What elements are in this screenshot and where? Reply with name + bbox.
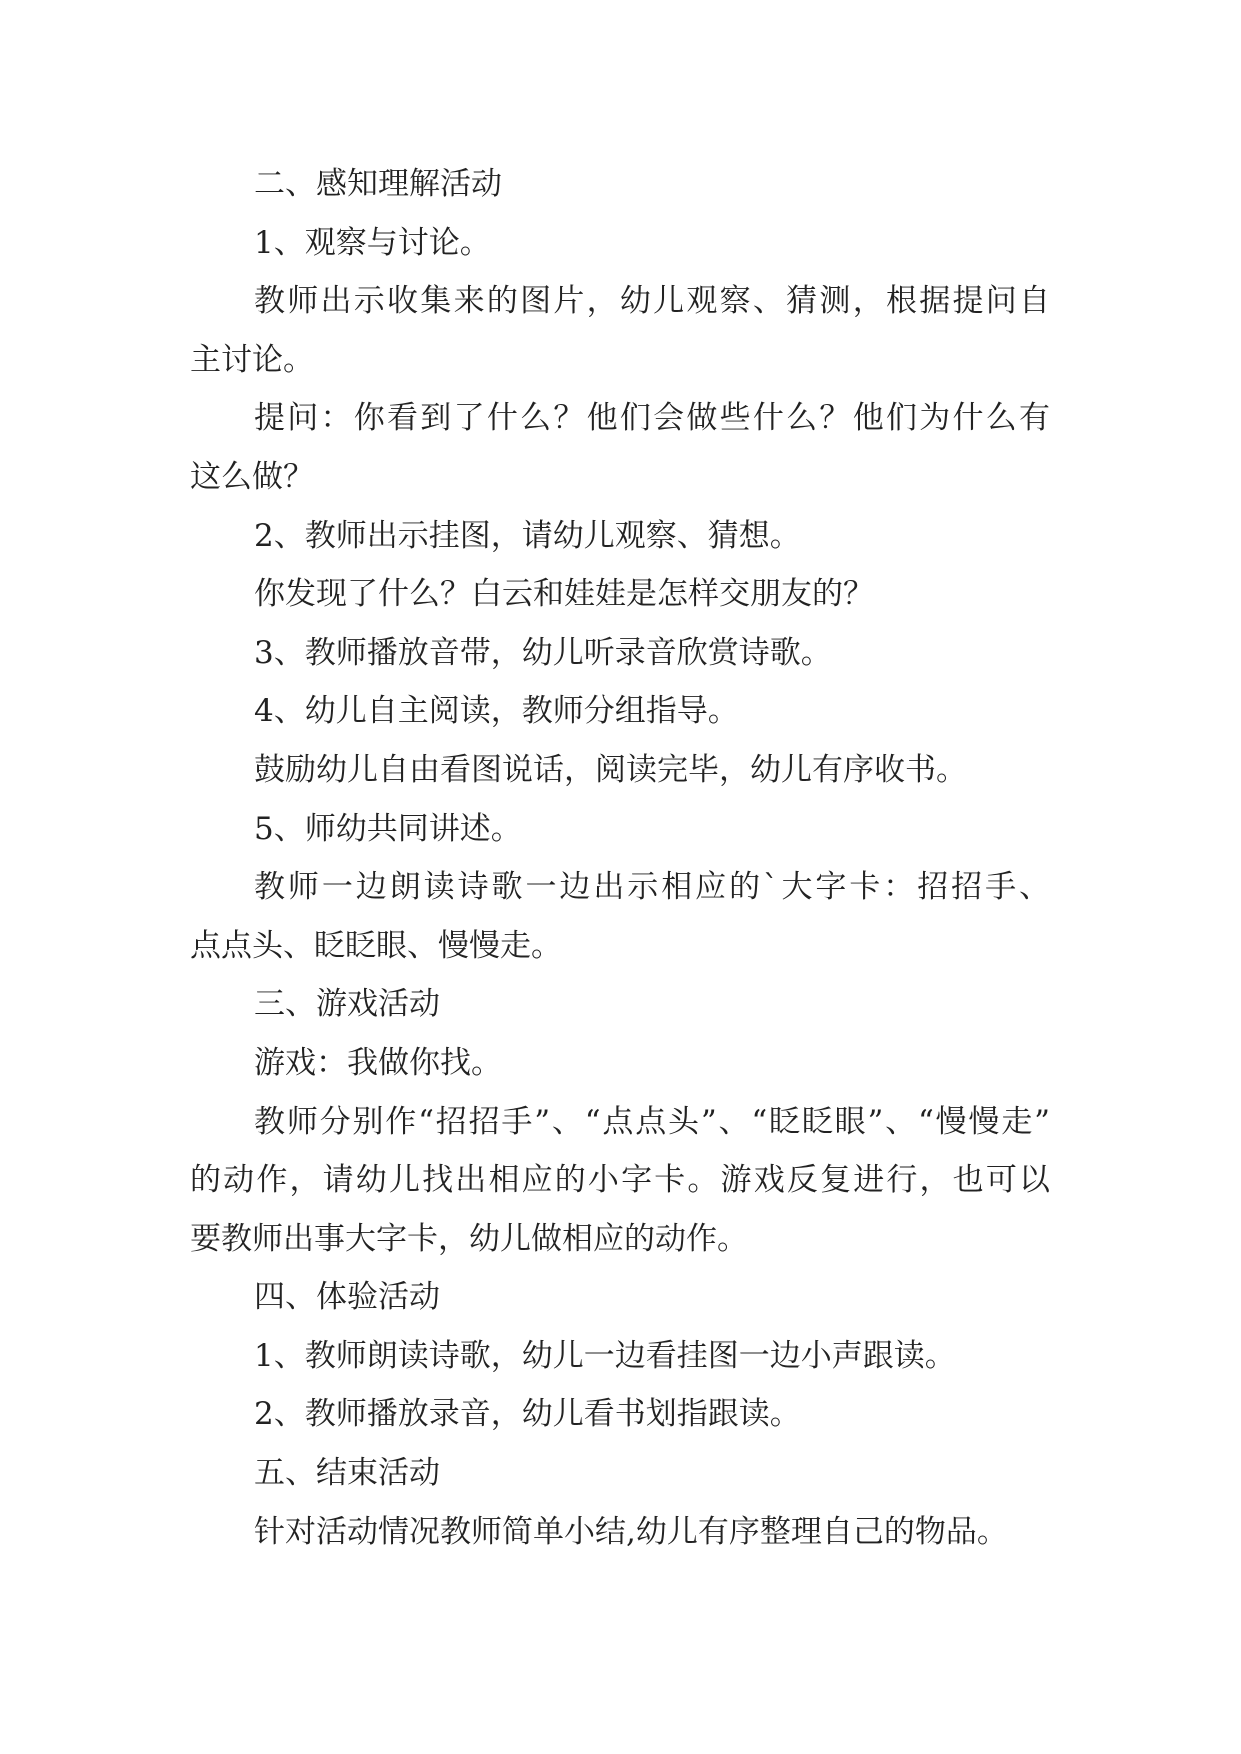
step-play-recording: 2、教师播放录音，幼儿看书划指跟读。 [254,1396,801,1433]
section-heading-ending: 五、结束活动 [254,1455,440,1492]
document-body [190,155,1050,1561]
paragraph-line: 针对活动情况教师简单小结,幼儿有序整理自己的物品。 [254,1513,1008,1550]
section-heading-experience: 四、体验活动 [254,1279,440,1316]
paragraph-line: 教师出示收集来的图片，幼儿观察、猜测，根据提问自 [254,283,1050,320]
paragraph-line: 你发现了什么？白云和娃娃是怎样交朋友的？ [254,576,874,613]
step-play-tape: 3、教师播放音带，幼儿听录音欣赏诗歌。 [254,634,832,671]
paragraph-line: 游戏：我做你找。 [254,1044,502,1081]
paragraph-line: 主讨论。 [190,341,314,378]
paragraph-line: 教师分别作“招招手”、“点点头”、“眨眨眼”、“慢慢走” [254,1103,1050,1140]
step-wall-chart: 2、教师出示挂图，请幼儿观察、猜想。 [254,517,801,554]
paragraph-line: 鼓励幼儿自由看图说话，阅读完毕，幼儿有序收书。 [254,751,967,788]
section-heading-game: 三、游戏活动 [254,986,440,1023]
step-self-reading: 4、幼儿自主阅读，教师分组指导。 [254,693,739,730]
paragraph-line: 要教师出事大字卡，幼儿做相应的动作。 [190,1220,748,1257]
paragraph-line: 的动作，请幼儿找出相应的小字卡。游戏反复进行，也可以 [190,1162,1050,1199]
step-joint-narration: 5、师幼共同讲述。 [254,810,522,847]
paragraph-line: 教师一边朗读诗歌一边出示相应的`大字卡：招招手、 [254,869,1050,906]
step-read-poem: 1、教师朗读诗歌，幼儿一边看挂图一边小声跟读。 [254,1337,956,1374]
section-heading-perception: 二、感知理解活动 [254,166,502,202]
paragraph-line: 提问：你看到了什么？他们会做些什么？他们为什么有 [254,400,1050,437]
paragraph-line: 这么做？ [190,458,314,495]
paragraph-line: 点点头、眨眨眼、慢慢走。 [190,927,562,964]
step-observe-discuss: 1、观察与讨论。 [254,224,491,261]
